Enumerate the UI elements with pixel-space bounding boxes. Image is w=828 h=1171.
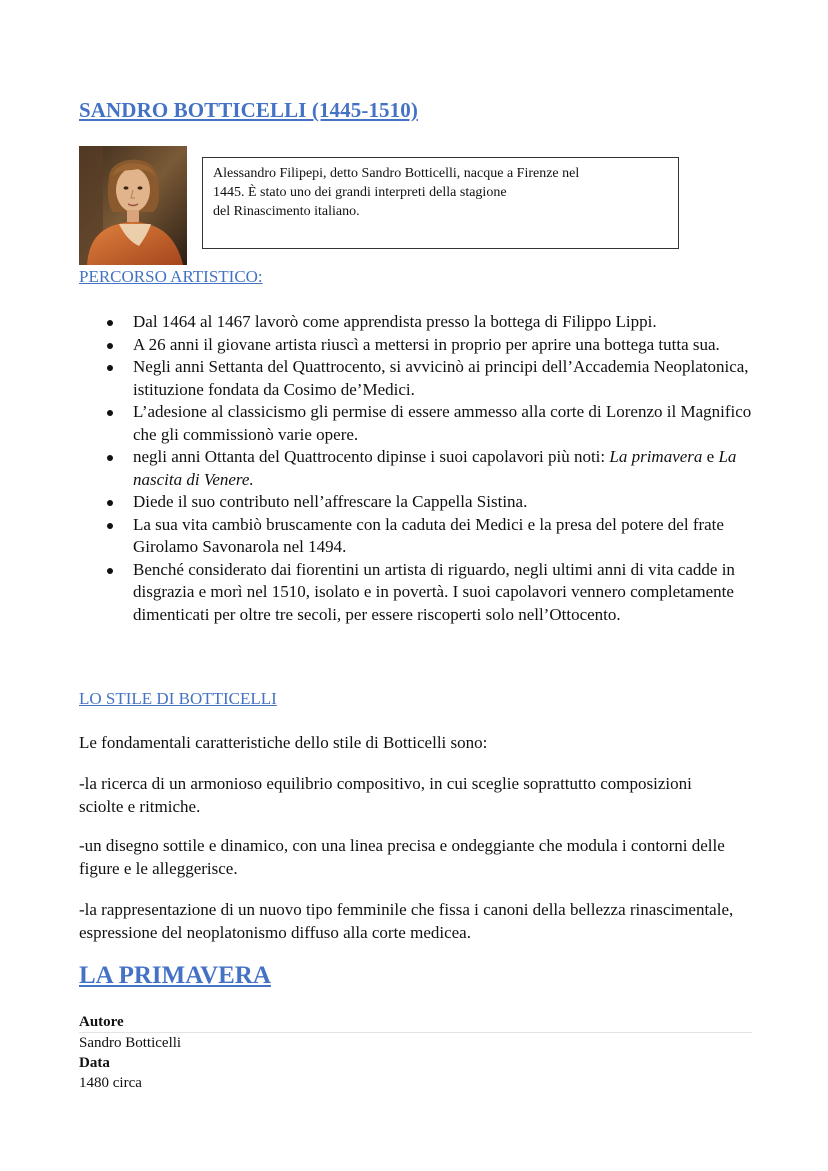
list-item [103,491,755,514]
artwork-title-primavera: La primavera [609,447,703,466]
intro-line-2: 1445. È stato uno dei grandi interpreti della stagione [213,185,507,200]
list-item-text: Benché considerato dai fiorentini un artista di riguardo, negli ultimi anni di vita cadde in disgrazia e morì nel 1510, isolato e in povertà. I suoi capolavori vennero completamente dimenticati per oltre tre secoli, per essere riscoperti solo nell’Ottocento. [133,559,735,624]
list-item [103,559,755,627]
bullet-icon [107,320,113,326]
bullet-icon [107,568,113,574]
artwork-info [79,1012,752,1093]
list-item-text: L’adesione al classicismo gli permise di essere ammesso alla corte di Lorenzo il Magnifico che gli commissionò varie opere. [133,402,752,444]
list-item [103,446,755,491]
section-heading-percorso: PERCORSO ARTISTICO: [79,267,263,286]
list-item [103,514,755,559]
bullet-icon [107,500,113,506]
list-item [103,356,755,401]
section-heading-stile: LO STILE DI BOTTICELLI [79,689,277,708]
stile-intro: Le fondamentali caratteristiche dello stile di Botticelli sono: [79,733,488,752]
list-item-text: negli anni Ottanta del Quattrocento dipinse i suoi capolavori più noti: [133,447,610,466]
page-title: SANDRO BOTTICELLI (1445-1510) [79,98,418,122]
list-item-text: La sua vita cambiò bruscamente con la caduta dei Medici e la presa del potere del frate Girolamo Savonarola nel 1494. [133,514,724,556]
list-item [103,311,755,334]
stile-point-2: -un disegno sottile e dinamico, con una linea precisa e ondeggiante che modula i contorni delle figure e le alleggerisce. [79,836,725,878]
bullet-icon [107,343,113,349]
portrait-image [79,146,187,265]
section-heading-primavera: LA PRIMAVERA [79,962,271,989]
list-item-text: Dal 1464 al 1467 lavorò come apprendista presso la bottega di Filippo Lippi. [133,312,657,331]
date-label: Data [79,1055,110,1071]
bullet-icon [107,523,113,529]
stile-point-1: -la ricerca di un armonioso equilibrio compositivo, in cui sceglie soprattutto composizioni sciolte e ritmiche. [79,774,692,816]
bullet-icon [107,365,113,371]
intro-box [202,157,679,249]
list-item [103,334,755,357]
list-item-text: Negli anni Settanta del Quattrocento, si avvicinò ai principi dell’Accademia Neoplatonica, istituzione fondata da Cosimo de’Medici. [133,357,749,399]
artwork-title-venere: La nascita di Venere. [133,447,737,489]
author-label: Autore [79,1014,124,1030]
intro-line-3: del Rinascimento italiano. [213,204,360,219]
bullet-list [103,311,755,626]
intro-line-1: Alessandro Filipepi, detto Sandro Botticelli, nacque a Firenze nel [213,166,580,181]
list-item [103,401,755,446]
list-item-text: Diede il suo contributo nell’affrescare la Cappella Sistina. [133,492,528,511]
botticelli-portrait-icon [79,146,187,265]
list-item-text: e [702,447,719,466]
list-item-text: A 26 anni il giovane artista riuscì a mettersi in proprio per aprire una bottega tutta sua. [133,334,720,354]
date-value: 1480 circa [79,1075,142,1091]
stile-point-3: -la rappresentazione di un nuovo tipo femminile che fissa i canoni della bellezza rinascimentale, espressione del neoplatonismo diffuso alla corte medicea. [79,900,734,942]
author-value: Sandro Botticelli [79,1035,182,1051]
bullet-icon [107,455,113,461]
bullet-icon [107,410,113,416]
